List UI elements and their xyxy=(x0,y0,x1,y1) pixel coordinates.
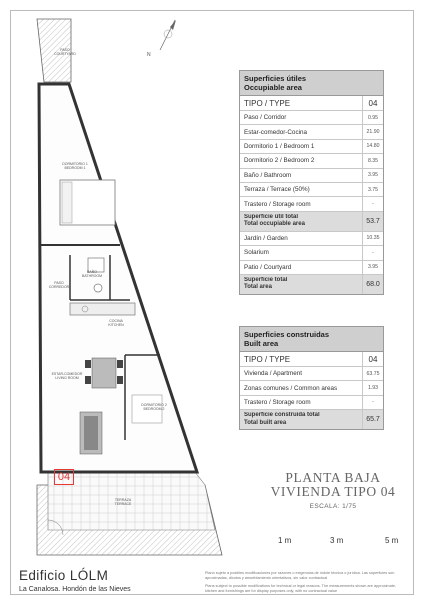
plan-title: PLANTA BAJA VIVIENDA TIPO 04 xyxy=(270,470,396,499)
apartment-outline xyxy=(39,84,197,472)
table-header: Superficies construidas Built area xyxy=(240,327,383,352)
unit-badge: 04 xyxy=(54,469,74,485)
built-area-table xyxy=(239,326,384,430)
sofa-icon xyxy=(80,412,102,454)
table-row: Dormitorio 1 / Bedroom 1 14.80 xyxy=(240,140,383,154)
type-row: TIPO / TYPE 04 xyxy=(240,352,383,367)
room-label-kitchen: COCINA KITCHEN xyxy=(108,319,124,328)
useful-area-table xyxy=(239,70,384,295)
scale-label: 3 m xyxy=(330,536,344,545)
table-row: Solarium - xyxy=(240,246,383,260)
table-row: Vivienda / Apartment 63.75 xyxy=(240,367,383,381)
table-row: Trastero / Storage room - xyxy=(240,197,383,211)
kitchen-counter xyxy=(70,303,135,315)
table-row: Estar-comedor-Cocina 21.90 xyxy=(240,125,383,139)
room-label-bathroom: BAÑO BATHROOM xyxy=(82,270,102,279)
total-row: Superficie útil total Total occupiable area 53.7 xyxy=(240,212,383,232)
type-row: TIPO / TYPE 04 xyxy=(240,96,383,111)
table-row: Zonas comunes / Common areas 1.93 xyxy=(240,381,383,395)
table-row: Jardín / Garden 10.35 xyxy=(240,232,383,246)
room-label-bedroom2: DORMITORIO 2 BEDROOM 2 xyxy=(141,403,167,412)
north-arrow-icon xyxy=(160,20,176,50)
scale-label: 5 m xyxy=(385,536,399,545)
disclaimer-en: Plans subject to possible modifications for technical or legal reasons. The measurements shown are approximate, kitchen and furnishings are for display purposes only, with no contractual value xyxy=(205,584,396,593)
grand-total-row: Superficie total Total area 68.0 xyxy=(240,275,383,294)
brand-name: Edificio LÓLM xyxy=(19,568,109,583)
table-row: Paso / Corridor 0.95 xyxy=(240,111,383,125)
plan-scale: ESCALA: 1/75 xyxy=(309,503,357,510)
table-row: Dormitorio 2 / Bedroom 2 8.35 xyxy=(240,154,383,168)
bed-icon xyxy=(60,180,115,225)
scale-label: 1 m xyxy=(278,536,292,545)
room-label-bedroom1: DORMITORIO 1 BEDROOM 1 xyxy=(62,162,88,171)
room-label-living: ESTAR-COMEDOR LIVING ROOM xyxy=(51,372,83,381)
north-label: N xyxy=(147,52,151,58)
location-text: La Canalosa. Hondón de las Nieves xyxy=(19,586,131,593)
room-label-courtyard: PASO COURTYARD xyxy=(54,48,76,57)
table-row: Patio / Courtyard 3.95 xyxy=(240,261,383,275)
table-row: Baño / Bathroom 3.95 xyxy=(240,169,383,183)
table-header: Superficies útiles Occupiable area xyxy=(240,71,383,96)
table-row: Trastero / Storage room - xyxy=(240,396,383,410)
table-row: Terraza / Terrace (50%) 3.75 xyxy=(240,183,383,197)
total-row: Superficie construida total Total built area 65.7 xyxy=(240,410,383,429)
toilet-icon xyxy=(94,284,102,292)
disclaimer-es: Plano sujeto a posibles modificaciones por razones o exigencias de índole técnica o jurídica. Las superficies son aproximadas, dicotos y amueblamiento orientativos, sin valor contractual xyxy=(205,571,395,580)
room-label-terrace: TERRAZA TERRACE xyxy=(114,498,132,507)
room-label-corridor: PASO CORREDOR xyxy=(48,281,70,290)
